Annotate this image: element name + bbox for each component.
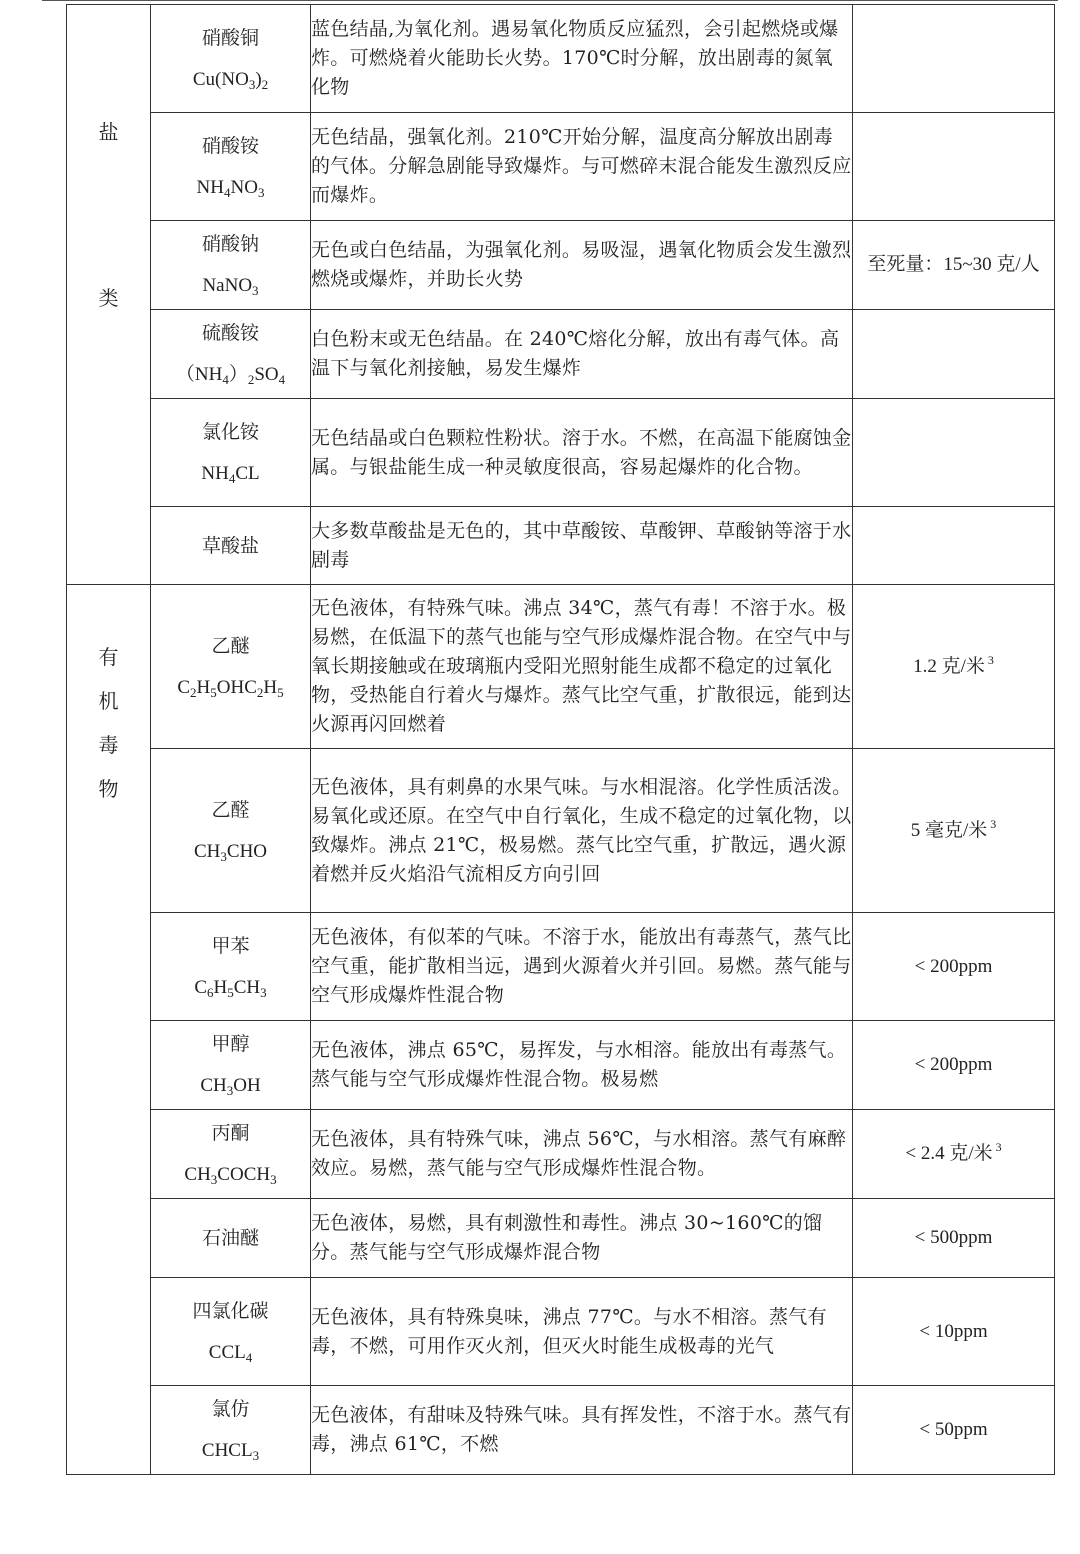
category-char: 机: [98, 689, 119, 713]
chemical-formula: $Cu(NO_3)_2$: [192, 68, 269, 92]
exposure-limit: < 200ppm: [853, 913, 1055, 1021]
table-row: [67, 1021, 1055, 1110]
chemical-name-cell: [151, 585, 311, 749]
chemical-name: 氯仿: [211, 1398, 250, 1420]
chemical-description: 无色液体，有特殊气味。沸点 34℃，蒸气有毒！不溶于水。极易燃，在低温下的蒸气也能与空气形成爆炸混合物。在空气中与氧长期接触或在玻璃瓶内受阳光照射能生成都不稳定的过氧化物，受热能自行着火与爆炸。蒸气比空气重，扩散很远，能到达火源再闪回燃着: [311, 585, 853, 749]
chemical-formula: $CH_3OH$: [200, 1075, 261, 1098]
chemical-description: 无色液体，沸点 65℃，易挥发，与水相溶。能放出有毒蒸气。蒸气能与空气形成爆炸性混合物。极易燃: [311, 1021, 853, 1110]
chemical-name: 氯化铵: [201, 420, 259, 443]
table-row: [67, 310, 1055, 399]
exposure-limit: [853, 113, 1055, 221]
chemical-description: 无色液体，有甜味及特殊气味。具有挥发性，不溶于水。蒸气有毒，沸点 61℃，不燃: [311, 1386, 853, 1475]
exposure-limit: [853, 310, 1055, 399]
category-char: 有: [98, 645, 119, 669]
exposure-limit: 至死量：15~30 克/人: [853, 221, 1055, 310]
exposure-limit: < 10ppm: [853, 1278, 1055, 1386]
exposure-limit: [853, 399, 1055, 507]
chemical-name: 乙醚: [211, 634, 250, 657]
chemical-description: 无色或白色结晶，为强氧化剂。易吸湿，遇氧化物质会发生激烈燃烧或爆炸，并助长火势: [311, 221, 853, 310]
chemical-name: 乙醛: [211, 798, 250, 821]
category-char: 类: [98, 285, 119, 310]
chemical-name: 甲苯: [211, 934, 250, 957]
chemical-name-cell: [151, 507, 311, 585]
chemical-formula: $C_2H_5OHC_2H_5$: [177, 676, 284, 700]
table-row: [67, 913, 1055, 1021]
chemical-description: 无色液体，具有特殊臭味，沸点 77℃。与水不相溶。蒸气有毒，不燃，可用作灭火剂，但灭火时能生成极毒的光气: [311, 1278, 853, 1386]
chemical-name-cell: [151, 749, 311, 913]
exposure-limit: 5 毫克/米 $^3$: [853, 749, 1055, 913]
chemical-name: 硝酸钠: [201, 233, 259, 255]
category-char: 盐: [98, 119, 119, 144]
chemical-formula: NaNO$_3$: [202, 275, 259, 298]
table-row: [67, 749, 1055, 913]
exposure-limit: < 2.4 克/米 $^3$: [853, 1110, 1055, 1199]
exposure-limit: [853, 507, 1055, 585]
exposure-limit: 1.2 克/米 $^3$: [853, 585, 1055, 749]
chemical-name: 硫酸铵: [201, 322, 259, 344]
chemical-formula: $NH_4CL$: [201, 462, 260, 486]
chemical-formula: $C_6H_5CH_3$: [194, 976, 267, 1000]
chemical-name: 四氯化碳: [192, 1299, 269, 1322]
chemical-name: 石油醚: [201, 1227, 259, 1249]
chemical-description: 无色液体，易燃，具有刺激性和毒性。沸点 30~160℃的馏分。蒸气能与空气形成爆炸混合物: [311, 1199, 853, 1278]
table-row: [67, 1199, 1055, 1278]
chemical-formula: $(NH_4)_2SO_4$: [175, 364, 286, 387]
chemical-name-cell: [151, 310, 311, 399]
exposure-limit: [853, 5, 1055, 113]
chemical-description: 无色液体，具有特殊气味，沸点 56℃，与水相溶。蒸气有麻醉效应。易燃，蒸气能与空气形成爆炸性混合物。: [311, 1110, 853, 1199]
table-row: [67, 1110, 1055, 1199]
chemical-name-cell: [151, 221, 311, 310]
table-row: [67, 221, 1055, 310]
category-organic: [67, 585, 151, 1475]
chemical-name-cell: [151, 1021, 311, 1110]
table-row: [67, 507, 1055, 585]
chemical-formula: $NH_4NO_3$: [196, 176, 265, 200]
chemical-name-cell: [151, 1110, 311, 1199]
chemical-name-cell: [151, 913, 311, 1021]
chemical-formula: $CCL_4$: [208, 1341, 253, 1365]
table-row: [67, 585, 1055, 749]
chemical-name-cell: [151, 399, 311, 507]
chemical-description: 无色液体，有似苯的气味。不溶于水，能放出有毒蒸气，蒸气比空气重，能扩散相当远，遇到火源着火并引回。易燃。蒸气能与空气形成爆炸性混合物: [311, 913, 853, 1021]
chemical-formula: $CH_3CHO$: [193, 840, 268, 864]
chemical-name: 甲醇: [211, 1033, 250, 1055]
chemical-formula: $CHCL_3$: [201, 1440, 260, 1463]
exposure-limit: < 50ppm: [853, 1386, 1055, 1475]
chemical-description: 大多数草酸盐是无色的，其中草酸铵、草酸钾、草酸钠等溶于水剧毒: [311, 507, 853, 585]
chemical-name-cell: [151, 5, 311, 113]
chemical-description: 蓝色结晶,为氧化剂。遇易氧化物质反应猛烈，会引起燃烧或爆炸。可燃烧着火能助长火势。170℃时分解，放出剧毒的氮氧化物: [311, 5, 853, 113]
exposure-limit: < 500ppm: [853, 1199, 1055, 1278]
category-salts: [67, 5, 151, 585]
table-row: [67, 399, 1055, 507]
table-row: [67, 1278, 1055, 1386]
table-row: [67, 113, 1055, 221]
table-row: [67, 5, 1055, 113]
category-char: 物: [98, 777, 119, 801]
chemical-name: 丙酮: [211, 1122, 250, 1144]
category-char: 毒: [98, 733, 119, 757]
chemical-formula: $CH_3COCH_3$: [184, 1164, 277, 1187]
chemical-name-cell: [151, 1278, 311, 1386]
chemical-description: 无色结晶或白色颗粒性粉状。溶于水。不燃，在高温下能腐蚀金属。与银盐能生成一种灵敏度很高，容易起爆炸的化合物。: [311, 399, 853, 507]
chemical-name-cell: [151, 1386, 311, 1475]
chemical-name: 硝酸铵: [201, 134, 259, 157]
chemical-description: 无色液体，具有刺鼻的水果气味。与水相混溶。化学性质活泼。易氧化或还原。在空气中自行氧化，生成不稳定的过氧化物，以致爆炸。沸点 21℃，极易燃。蒸气比空气重，扩散远，遇火源着燃并反火焰沿气流相反方向引回: [311, 749, 853, 913]
chemical-description: 白色粉末或无色结晶。在 240℃熔化分解，放出有毒气体。高温下与氧化剂接触，易发生爆炸: [311, 310, 853, 399]
chemical-name-cell: [151, 1199, 311, 1278]
exposure-limit: < 200ppm: [853, 1021, 1055, 1110]
chemical-name: 草酸盐: [201, 534, 259, 557]
chemical-description: 无色结晶，强氧化剂。210℃开始分解，温度高分解放出剧毒的气体。分解急剧能导致爆炸。与可燃碎末混合能发生激烈反应而爆炸。: [311, 113, 853, 221]
table-row: [67, 1386, 1055, 1475]
chemical-name: 硝酸铜: [201, 26, 259, 49]
hazardous-chemicals-table: [66, 4, 1055, 1475]
top-rule: [42, 0, 1058, 1]
chemical-name-cell: [151, 113, 311, 221]
